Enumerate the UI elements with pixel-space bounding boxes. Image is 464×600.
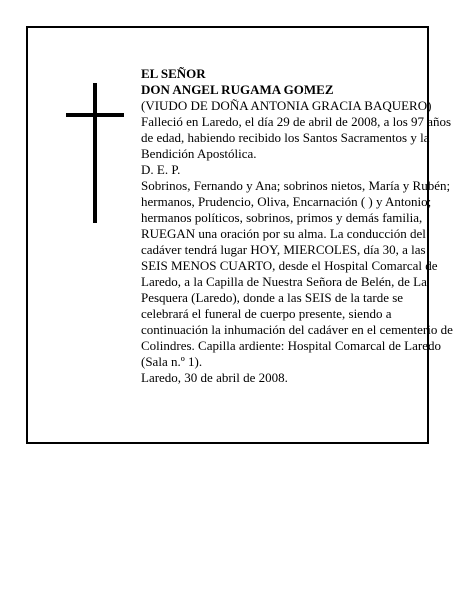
family-paragraph: Sobrinos, Fernando y Ana; sobrinos nietos, María y Rubén; hermanos, Prudencio, Oliva, Encarnación ( ) y Antonio; hermanos políticos, sobrinos, primos y demás familia,: [141, 178, 451, 225]
death-paragraph: Falleció en Laredo, el día 29 de abril de 2008, a los 97 años de edad, habiendo recibido los Santos Sacramentos y la Bendición Apostólica.: [141, 114, 452, 161]
rip-line: D. E. P.: [141, 162, 181, 177]
cross-horizontal-bar: [66, 113, 124, 117]
obituary-text: [141, 66, 453, 386]
heading-title: EL SEÑOR: [141, 66, 206, 81]
place-date: Laredo, 30 de abril de 2008.: [141, 370, 288, 385]
widower-line: (VIUDO DE DOÑA ANTONIA GRACIA BAQUERO): [141, 98, 432, 113]
obituary-frame: [26, 26, 453, 444]
request-paragraph: RUEGAN una oración por su alma. La conducción del cadáver tendrá lugar HOY, MIERCOLES, día 30, a las SEIS MENOS CUARTO, desde el Hospital Comarcal de Laredo, a la Capilla de Nuestra Señora de Belén, de La Pesquera (Laredo), donde a las SEIS de la tarde se celebrará el funeral de cuerpo presente, siendo a continuación la inhumación del cadáver en el cementerio de Colindres. Capilla ardiente: Hospital Comarcal de Laredo (Sala n.º 1).: [141, 226, 453, 369]
deceased-name: DON ANGEL RUGAMA GOMEZ: [141, 82, 334, 97]
cross-vertical-bar: [93, 83, 97, 223]
